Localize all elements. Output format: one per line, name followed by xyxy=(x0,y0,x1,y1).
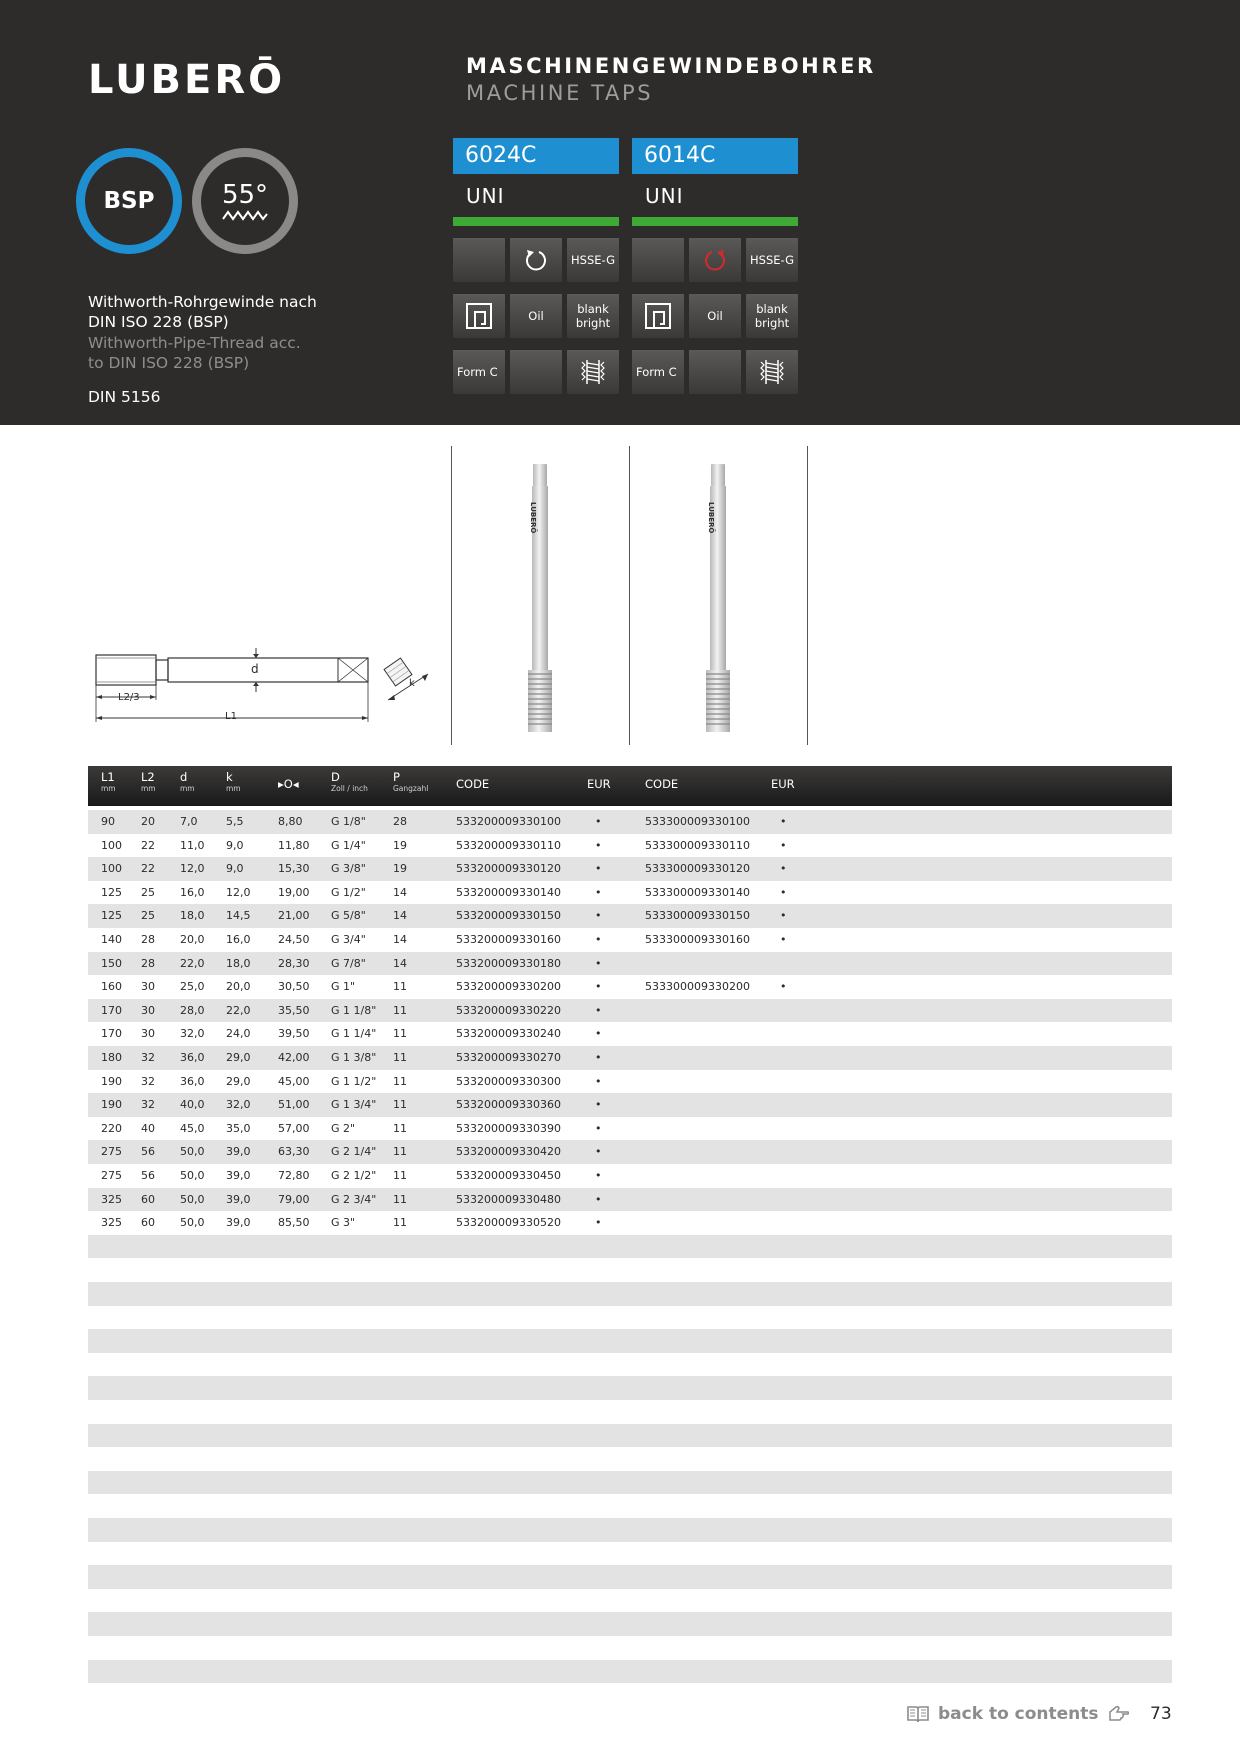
pointing-hand-icon xyxy=(1107,1705,1129,1723)
cell-thread-size: G 7/8" xyxy=(331,956,366,970)
cell-l1: 170 xyxy=(101,1003,122,1017)
cell-d: 11,0 xyxy=(180,838,205,852)
cell-pitch: 14 xyxy=(393,885,407,899)
coolant-label-2: Oil xyxy=(707,309,723,323)
column-divider-2 xyxy=(629,446,630,745)
cell-k: 16,0 xyxy=(226,933,251,946)
cell-l2: 28 xyxy=(141,956,155,970)
cell-l1: 275 xyxy=(101,1169,122,1182)
cell-thread-size: G 1 1/4" xyxy=(331,1027,377,1041)
cell-core-drill: 85,50 xyxy=(278,1216,310,1230)
cell-code-1: 533200009330150 xyxy=(456,909,561,923)
empty-table-stripe xyxy=(88,1518,1172,1542)
cell-code-1: 533200009330200 xyxy=(456,980,561,994)
empty-table-stripe xyxy=(88,1612,1172,1636)
cell-eur-1: • xyxy=(595,1051,602,1064)
cell-code-1: 533200009330270 xyxy=(456,1051,561,1064)
cell-code-1: 533200009330120 xyxy=(456,862,561,876)
cell-eur-1: • xyxy=(595,815,602,828)
cell-d: 16,0 xyxy=(180,885,205,899)
cell-core-drill: 42,00 xyxy=(278,1051,310,1064)
cell-pitch: 11 xyxy=(393,1169,407,1182)
flute-tile-2 xyxy=(632,294,684,338)
table-row xyxy=(88,834,1172,858)
cell-code-2: 533300009330100 xyxy=(645,815,750,828)
cell-code-1: 533200009330180 xyxy=(456,956,561,970)
table-row xyxy=(88,1164,1172,1188)
cell-l1: 100 xyxy=(101,862,122,876)
empty-table-stripe xyxy=(88,1565,1172,1589)
diagram-label-l2: L2/3 xyxy=(118,692,140,703)
tap-thread-icon-2 xyxy=(757,357,787,387)
form-tile-2 xyxy=(632,350,684,394)
cell-core-drill: 24,50 xyxy=(278,933,310,946)
page-title-en: MACHINE TAPS xyxy=(466,81,654,105)
blank-tile-3 xyxy=(632,238,684,282)
cell-thread-size: G 1" xyxy=(331,980,356,994)
cell-d: 36,0 xyxy=(180,1074,205,1088)
cell-k: 24,0 xyxy=(226,1027,251,1041)
product-bar-2 xyxy=(632,217,798,226)
cell-code-2: 533300009330200 xyxy=(645,980,750,994)
cell-d: 12,0 xyxy=(180,862,205,876)
cell-k: 39,0 xyxy=(226,1169,251,1182)
cell-core-drill: 63,30 xyxy=(278,1145,310,1159)
cell-d: 7,0 xyxy=(180,815,198,828)
cell-d: 22,0 xyxy=(180,956,205,970)
cell-thread-size: G 2 1/4" xyxy=(331,1145,377,1159)
cell-l2: 30 xyxy=(141,980,155,994)
table-row xyxy=(88,1046,1172,1070)
page-title-de: MASCHINENGEWINDEBOHRER xyxy=(466,54,876,78)
cell-thread-size: G 5/8" xyxy=(331,909,366,923)
cell-l2: 32 xyxy=(141,1051,155,1064)
tap-photo-6024c xyxy=(518,462,562,736)
cell-core-drill: 45,00 xyxy=(278,1074,310,1088)
finish-tile xyxy=(567,294,619,338)
cell-l1: 125 xyxy=(101,885,122,899)
blank-tile-4 xyxy=(689,350,741,394)
thread-tile-2 xyxy=(746,350,798,394)
th-d: d mm xyxy=(180,770,195,793)
cell-eur-1: • xyxy=(595,980,602,994)
cell-d: 28,0 xyxy=(180,1003,205,1017)
cell-eur-1: • xyxy=(595,1027,602,1041)
cell-core-drill: 28,30 xyxy=(278,956,310,970)
empty-table-stripe xyxy=(88,1471,1172,1495)
cell-k: 22,0 xyxy=(226,1003,251,1017)
cell-pitch: 11 xyxy=(393,1145,407,1159)
cell-eur-1: • xyxy=(595,1098,602,1112)
cell-eur-1: • xyxy=(595,909,602,923)
cell-thread-size: G 1/8" xyxy=(331,815,366,828)
cell-core-drill: 8,80 xyxy=(278,815,303,828)
cell-l2: 32 xyxy=(141,1074,155,1088)
cell-core-drill: 35,50 xyxy=(278,1003,310,1017)
cell-code-1: 533200009330240 xyxy=(456,1027,561,1041)
coolant-tile-2 xyxy=(689,294,741,338)
empty-table-stripe xyxy=(88,1424,1172,1448)
cell-eur-1: • xyxy=(595,1074,602,1088)
cell-k: 39,0 xyxy=(226,1216,251,1230)
cell-k: 18,0 xyxy=(226,956,251,970)
material-label: HSSE-G xyxy=(571,253,615,267)
cell-core-drill: 39,50 xyxy=(278,1027,310,1041)
cell-eur-1: • xyxy=(595,956,602,970)
cell-d: 50,0 xyxy=(180,1145,205,1159)
cell-k: 32,0 xyxy=(226,1098,251,1112)
finish-label-2a: blank xyxy=(756,302,788,316)
cell-eur-1: • xyxy=(595,862,602,876)
cell-l2: 30 xyxy=(141,1003,155,1017)
column-divider-1 xyxy=(451,446,452,745)
cell-code-1: 533200009330420 xyxy=(456,1145,561,1159)
norm-label: DIN 5156 xyxy=(88,388,161,406)
cell-eur-1: • xyxy=(595,1192,602,1206)
cell-d: 25,0 xyxy=(180,980,205,994)
cell-pitch: 11 xyxy=(393,1003,407,1017)
blank-tile xyxy=(453,238,505,282)
cell-eur-1: • xyxy=(595,1121,602,1135)
cell-l1: 220 xyxy=(101,1121,122,1135)
cell-code-1: 533200009330220 xyxy=(456,1003,561,1017)
angle-badge xyxy=(192,148,298,254)
diagram-label-k: k xyxy=(409,678,415,689)
description-de-2: DIN ISO 228 (BSP) xyxy=(88,313,229,331)
cell-d: 18,0 xyxy=(180,909,205,923)
cell-l1: 100 xyxy=(101,838,122,852)
cell-pitch: 14 xyxy=(393,909,407,923)
cell-pitch: 11 xyxy=(393,980,407,994)
cell-l1: 190 xyxy=(101,1074,122,1088)
description-en-2: to DIN ISO 228 (BSP) xyxy=(88,354,250,372)
cell-d: 32,0 xyxy=(180,1027,205,1041)
cell-core-drill: 51,00 xyxy=(278,1098,310,1112)
cell-k: 39,0 xyxy=(226,1145,251,1159)
table-row xyxy=(88,857,1172,881)
page-number: 73 xyxy=(1150,1704,1172,1724)
cell-eur-1: • xyxy=(595,933,602,946)
cell-code-1: 533200009330520 xyxy=(456,1216,561,1230)
cell-l1: 325 xyxy=(101,1216,122,1230)
cell-l2: 30 xyxy=(141,1027,155,1041)
cell-eur-2: • xyxy=(780,933,787,946)
cell-pitch: 11 xyxy=(393,1051,407,1064)
cell-l1: 325 xyxy=(101,1192,122,1206)
cell-d: 36,0 xyxy=(180,1051,205,1064)
table-row xyxy=(88,1188,1172,1212)
blank-tile-2 xyxy=(510,350,562,394)
product-code-6024c: 6024C xyxy=(453,138,619,174)
table-row xyxy=(88,1117,1172,1141)
cell-k: 12,0 xyxy=(226,885,251,899)
cell-l2: 28 xyxy=(141,933,155,946)
cell-l1: 170 xyxy=(101,1027,122,1041)
diagram-label-d: d xyxy=(251,662,259,676)
table-row xyxy=(88,1211,1172,1235)
cell-k: 9,0 xyxy=(226,838,244,852)
cell-thread-size: G 1 1/2" xyxy=(331,1074,377,1088)
description-en-1: Withworth-Pipe-Thread acc. xyxy=(88,334,301,352)
cell-core-drill: 79,00 xyxy=(278,1192,310,1206)
tap-engraving-1: LUBERŌ xyxy=(529,502,537,534)
cell-l1: 150 xyxy=(101,956,122,970)
material-tile xyxy=(567,238,619,282)
material-tile-2 xyxy=(746,238,798,282)
table-row xyxy=(88,810,1172,834)
tap-thread-icon xyxy=(578,357,608,387)
table-row xyxy=(88,881,1172,905)
cell-eur-2: • xyxy=(780,815,787,828)
flute-tile xyxy=(453,294,505,338)
column-divider-3 xyxy=(807,446,808,745)
bsp-badge xyxy=(76,148,182,254)
th-l1: L1 mm xyxy=(101,770,116,793)
brand-logo: LUBERŌ xyxy=(88,57,286,103)
form-label: Form C xyxy=(457,365,498,379)
cell-thread-size: G 1 1/8" xyxy=(331,1003,377,1017)
cell-eur-2: • xyxy=(780,885,787,899)
cell-thread-size: G 1/2" xyxy=(331,885,366,899)
tap-engraving-2: LUBERŌ xyxy=(707,502,715,534)
cell-l1: 160 xyxy=(101,980,122,994)
th-D: D Zoll / inch xyxy=(331,770,368,793)
cell-thread-size: G 1 3/8" xyxy=(331,1051,377,1064)
cell-eur-1: • xyxy=(595,838,602,852)
empty-table-stripe xyxy=(88,1660,1172,1684)
cell-core-drill: 19,00 xyxy=(278,885,310,899)
left-hand-rotation-icon xyxy=(702,247,728,273)
cell-l2: 56 xyxy=(141,1169,155,1182)
cell-eur-2: • xyxy=(780,838,787,852)
cell-pitch: 11 xyxy=(393,1121,407,1135)
cell-core-drill: 21,00 xyxy=(278,909,310,923)
cell-d: 50,0 xyxy=(180,1216,205,1230)
cell-l2: 22 xyxy=(141,862,155,876)
cell-l2: 60 xyxy=(141,1216,155,1230)
cell-l2: 22 xyxy=(141,838,155,852)
finish-label-1: blank xyxy=(577,302,609,316)
form-label-2: Form C xyxy=(636,365,677,379)
cell-code-1: 533200009330360 xyxy=(456,1098,561,1112)
angle-badge-label: 55° xyxy=(221,180,269,210)
cell-k: 35,0 xyxy=(226,1121,251,1135)
empty-table-stripe xyxy=(88,1235,1172,1259)
th-eur-1: EUR xyxy=(587,777,611,791)
cell-thread-size: G 2 3/4" xyxy=(331,1192,377,1206)
cell-eur-2: • xyxy=(780,862,787,876)
th-code-2: CODE xyxy=(645,777,679,791)
coolant-label: Oil xyxy=(528,309,544,323)
cell-core-drill: 15,30 xyxy=(278,862,310,876)
rotation-tile xyxy=(510,238,562,282)
table-row xyxy=(88,975,1172,999)
cell-l1: 140 xyxy=(101,933,122,946)
cell-l2: 32 xyxy=(141,1098,155,1112)
cell-l2: 25 xyxy=(141,885,155,899)
cell-code-1: 533200009330110 xyxy=(456,838,561,852)
back-to-contents-label: back to contents xyxy=(938,1704,1099,1724)
material-label-2: HSSE-G xyxy=(750,253,794,267)
cell-k: 5,5 xyxy=(226,815,244,828)
product-type-2: UNI xyxy=(645,184,684,208)
cell-core-drill: 72,80 xyxy=(278,1169,310,1182)
coolant-tile xyxy=(510,294,562,338)
cell-d: 20,0 xyxy=(180,933,205,946)
cell-thread-size: G 2 1/2" xyxy=(331,1169,377,1182)
table-row xyxy=(88,1140,1172,1164)
cell-pitch: 19 xyxy=(393,838,407,852)
cell-d: 50,0 xyxy=(180,1192,205,1206)
cell-d: 50,0 xyxy=(180,1169,205,1182)
cell-eur-1: • xyxy=(595,1145,602,1159)
cell-code-1: 533200009330100 xyxy=(456,815,561,828)
cell-eur-1: • xyxy=(595,1216,602,1230)
empty-table-stripe xyxy=(88,1282,1172,1306)
tap-photo-6014c xyxy=(696,462,740,736)
cell-code-1: 533200009330140 xyxy=(456,885,561,899)
thread-tile xyxy=(567,350,619,394)
cell-l1: 190 xyxy=(101,1098,122,1112)
bsp-badge-label: BSP xyxy=(103,188,155,214)
cell-pitch: 11 xyxy=(393,1098,407,1112)
cell-l2: 20 xyxy=(141,815,155,828)
form-tile xyxy=(453,350,505,394)
table-row xyxy=(88,1093,1172,1117)
finish-label-2: bright xyxy=(575,316,611,330)
cell-eur-1: • xyxy=(595,885,602,899)
cell-l1: 275 xyxy=(101,1145,122,1159)
th-P: P Gangzahl xyxy=(393,770,429,793)
table-row xyxy=(88,904,1172,928)
empty-table-stripe xyxy=(88,1376,1172,1400)
product-code-6014c: 6014C xyxy=(632,138,798,174)
book-icon xyxy=(906,1704,930,1724)
cell-l1: 90 xyxy=(101,815,115,828)
cell-eur-1: • xyxy=(595,1003,602,1017)
cell-d: 40,0 xyxy=(180,1098,205,1112)
table-row xyxy=(88,928,1172,952)
straight-flute-icon xyxy=(465,302,493,330)
cell-eur-2: • xyxy=(780,909,787,923)
cell-thread-size: G 1 3/4" xyxy=(331,1098,377,1112)
cell-pitch: 11 xyxy=(393,1074,407,1088)
cell-pitch: 14 xyxy=(393,933,407,946)
th-k: k mm xyxy=(226,770,241,793)
cell-l2: 40 xyxy=(141,1121,155,1135)
cell-code-2: 533300009330120 xyxy=(645,862,750,876)
cell-core-drill: 57,00 xyxy=(278,1121,310,1135)
cell-pitch: 19 xyxy=(393,862,407,876)
cell-k: 14,5 xyxy=(226,909,251,923)
cell-thread-size: G 2" xyxy=(331,1121,356,1135)
cell-k: 29,0 xyxy=(226,1074,251,1088)
cell-code-2: 533300009330110 xyxy=(645,838,750,852)
cell-pitch: 11 xyxy=(393,1192,407,1206)
cell-code-1: 533200009330160 xyxy=(456,933,561,946)
product-bar-1 xyxy=(453,217,619,226)
cell-thread-size: G 3" xyxy=(331,1216,356,1230)
finish-tile-2 xyxy=(746,294,798,338)
straight-flute-icon-2 xyxy=(644,302,672,330)
cell-core-drill: 30,50 xyxy=(278,980,310,994)
cell-d: 45,0 xyxy=(180,1121,205,1135)
cell-k: 9,0 xyxy=(226,862,244,876)
cell-pitch: 11 xyxy=(393,1027,407,1041)
back-to-contents-link[interactable] xyxy=(906,1704,1129,1724)
cell-thread-size: G 1/4" xyxy=(331,838,366,852)
cell-l2: 60 xyxy=(141,1192,155,1206)
cell-thread-size: G 3/4" xyxy=(331,933,366,946)
cell-pitch: 28 xyxy=(393,815,407,828)
cell-code-2: 533300009330140 xyxy=(645,885,750,899)
cell-pitch: 11 xyxy=(393,1216,407,1230)
tap-dimension-diagram xyxy=(88,640,448,730)
th-code-1: CODE xyxy=(456,777,490,791)
rotation-tile-2 xyxy=(689,238,741,282)
cell-code-2: 533300009330160 xyxy=(645,933,750,946)
cell-k: 29,0 xyxy=(226,1051,251,1064)
th-core-drill-icon: ▸O◂ xyxy=(278,777,299,791)
cell-eur-1: • xyxy=(595,1169,602,1182)
cell-thread-size: G 3/8" xyxy=(331,862,366,876)
cell-l1: 125 xyxy=(101,909,122,923)
cell-l2: 56 xyxy=(141,1145,155,1159)
cell-eur-2: • xyxy=(780,980,787,994)
th-eur-2: EUR xyxy=(771,777,795,791)
cell-code-1: 533200009330300 xyxy=(456,1074,561,1088)
cell-l2: 25 xyxy=(141,909,155,923)
th-l2: L2 mm xyxy=(141,770,156,793)
cell-k: 20,0 xyxy=(226,980,251,994)
product-type-1: UNI xyxy=(466,184,505,208)
table-row xyxy=(88,999,1172,1023)
diagram-label-l1: L1 xyxy=(225,711,237,722)
cell-core-drill: 11,80 xyxy=(278,838,310,852)
table-row xyxy=(88,952,1172,976)
cell-code-1: 533200009330390 xyxy=(456,1121,561,1135)
thread-wave-icon xyxy=(222,209,268,221)
cell-code-2: 533300009330150 xyxy=(645,909,750,923)
cell-pitch: 14 xyxy=(393,956,407,970)
finish-label-2b: bright xyxy=(754,316,790,330)
right-hand-rotation-icon xyxy=(523,247,549,273)
table-header xyxy=(88,766,1172,806)
empty-table-stripe xyxy=(88,1329,1172,1353)
cell-l1: 180 xyxy=(101,1051,122,1064)
table-row xyxy=(88,1022,1172,1046)
cell-code-1: 533200009330450 xyxy=(456,1169,561,1182)
cell-code-1: 533200009330480 xyxy=(456,1192,561,1206)
description-de-1: Withworth-Rohrgewinde nach xyxy=(88,293,317,311)
table-row xyxy=(88,1070,1172,1094)
cell-k: 39,0 xyxy=(226,1192,251,1206)
